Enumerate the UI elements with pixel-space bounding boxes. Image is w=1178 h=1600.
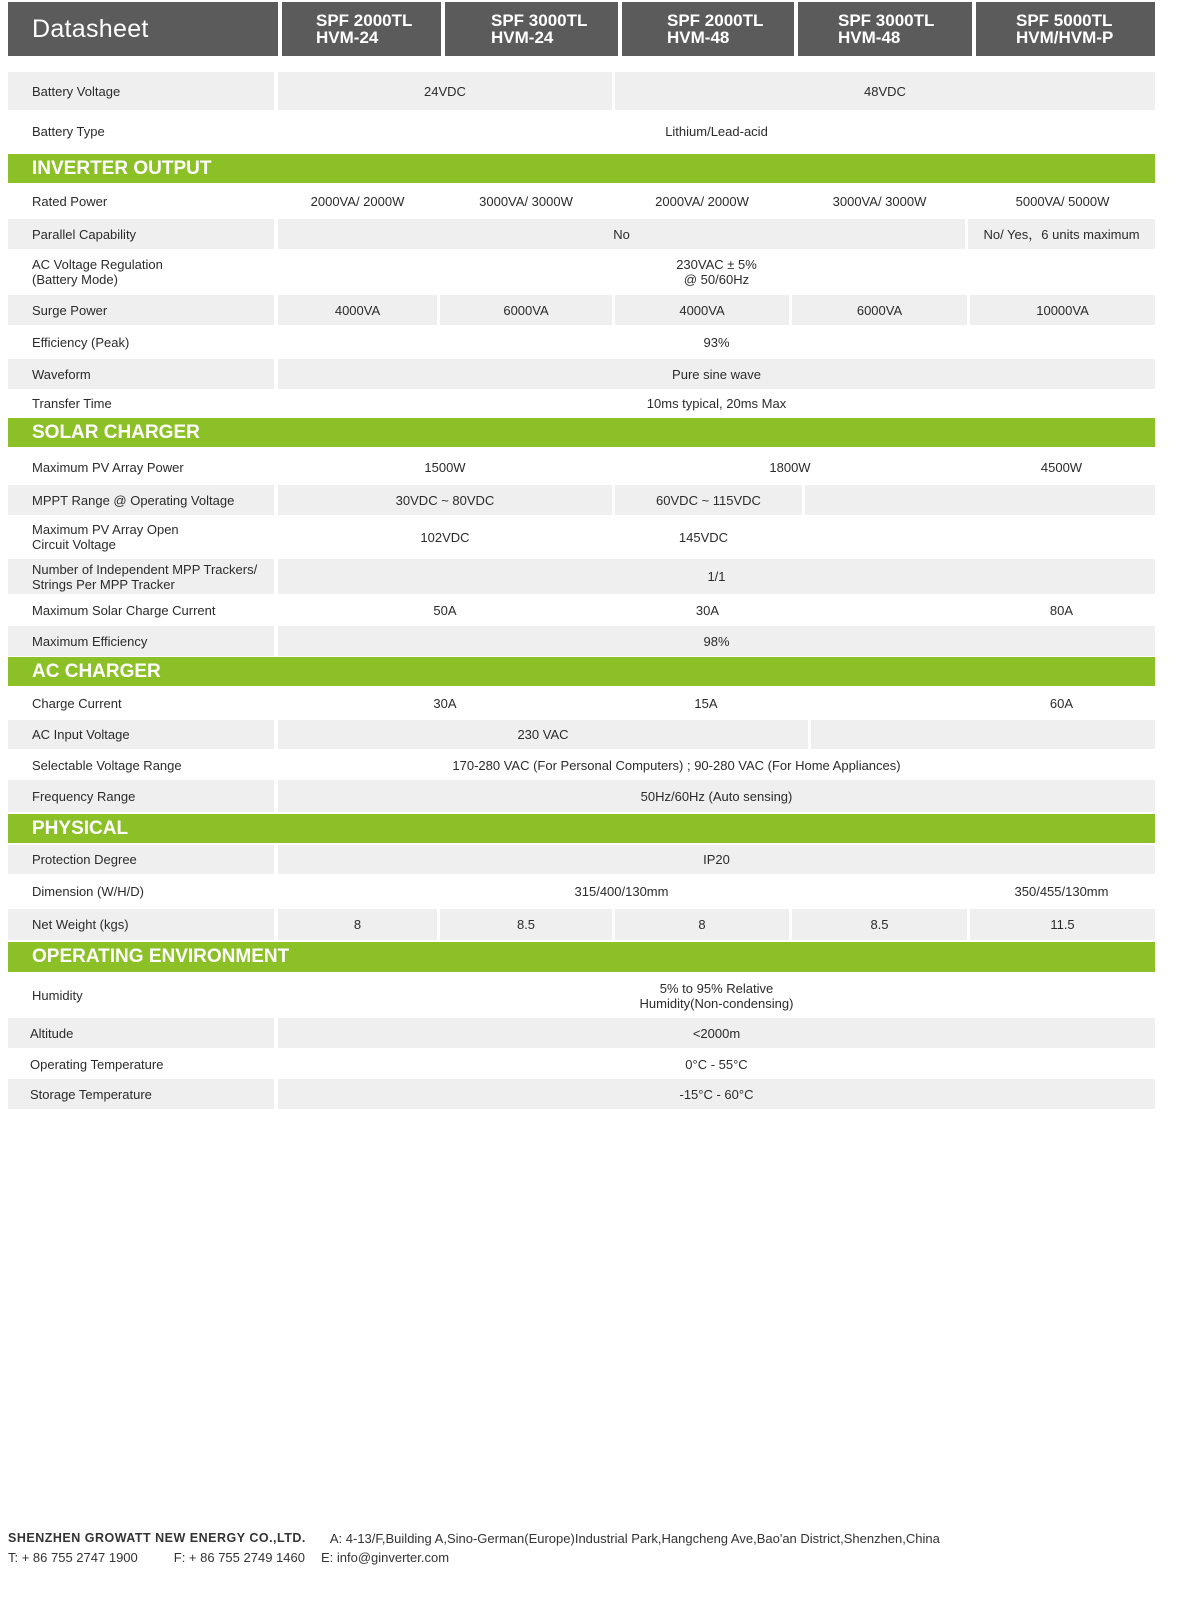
- value-cell: Lithium/Lead-acid: [665, 123, 768, 139]
- model-header-1: [282, 2, 445, 56]
- value-cell: 350/455/130mm: [1014, 884, 1109, 899]
- value-cell: 80A: [1049, 602, 1074, 618]
- section-ac-charger: AC CHARGER: [8, 657, 1155, 686]
- row-label: Selectable Voltage Range: [8, 751, 278, 779]
- value-cell: [278, 975, 1155, 1016]
- company-name: SHENZHEN GROWATT NEW ENERGY CO.,LTD.: [8, 1531, 306, 1545]
- datasheet-header: [8, 2, 1155, 56]
- row-dimension: [8, 876, 1155, 907]
- footer: [8, 1530, 940, 1566]
- model-name: SPF 3000TL: [838, 11, 935, 30]
- value-cell: 102VDC: [278, 517, 615, 557]
- row-label: Rated Power: [8, 186, 278, 217]
- row-label: Dimension (W/H/D): [8, 876, 278, 907]
- row-label: Frequency Range: [8, 780, 278, 812]
- row-transfer-time: [8, 390, 1155, 416]
- value-cell: 10ms typical, 20ms Max: [646, 395, 787, 411]
- value-cell: 3000VA/ 3000W: [440, 186, 615, 217]
- value-cell: 6000VA: [792, 295, 970, 325]
- row-label: MPPT Range @ Operating Voltage: [8, 485, 278, 515]
- row-label: Maximum PV Array Power: [8, 450, 278, 484]
- model-name: SPF 5000TL: [1016, 11, 1113, 30]
- row-label: Parallel Capability: [8, 219, 278, 249]
- section-operating-environment: OPERATING ENVIRONMENT: [8, 942, 1155, 972]
- telephone: T: + 86 755 2747 1900: [8, 1549, 138, 1565]
- value-cell: 2000VA/ 2000W: [615, 186, 792, 217]
- label-line: Maximum PV Array Open: [32, 522, 179, 537]
- value-cell: [278, 251, 1155, 293]
- row-humidity: [8, 975, 1155, 1016]
- value-cell: 93%: [703, 334, 730, 350]
- row-protection-degree: [8, 845, 1155, 874]
- label-line: AC Voltage Regulation: [32, 257, 163, 272]
- row-max-pv-open-circuit-voltage: [8, 517, 1155, 557]
- value-cell: [811, 720, 1155, 749]
- value-cell: 0°C - 55°C: [685, 1056, 748, 1072]
- value-cell: [795, 517, 1155, 557]
- row-max-solar-charge-current: [8, 596, 1155, 624]
- value-line: @ 50/60Hz: [683, 272, 750, 287]
- row-label: Altitude: [8, 1018, 278, 1048]
- row-storage-temperature: [8, 1079, 1155, 1109]
- value-cell: 170-280 VAC (For Personal Computers) ; 90-280 VAC (For Home Appliances): [452, 757, 901, 773]
- value-cell: Pure sine wave: [278, 359, 1155, 389]
- row-label: Net Weight (kgs): [8, 909, 278, 940]
- value-cell: No/ Yes，6 units maximum: [968, 219, 1155, 249]
- value-line: Humidity(Non-condensing): [639, 995, 794, 1011]
- row-label: Charge Current: [8, 689, 278, 718]
- value-cell: [803, 596, 968, 624]
- model-variant: HVM-24: [491, 28, 554, 47]
- email[interactable]: E: info@ginverter.com: [320, 1549, 450, 1565]
- row-ac-input-voltage: [8, 720, 1155, 749]
- row-mppt-range: [8, 485, 1155, 515]
- value-cell: 60A: [1049, 696, 1074, 711]
- value-cell: No: [278, 219, 968, 249]
- value-cell: -15°C - 60°C: [278, 1079, 1155, 1109]
- value-line: 230VAC ± 5%: [676, 257, 757, 272]
- value-cell: 1500W: [278, 450, 615, 484]
- row-label: [8, 251, 278, 293]
- value-cell: 315/400/130mm: [278, 876, 968, 907]
- section-physical: PHYSICAL: [8, 814, 1155, 843]
- value-cell: 98%: [278, 626, 1155, 656]
- value-cell: 4000VA: [615, 295, 792, 325]
- datasheet-title: Datasheet: [8, 2, 282, 56]
- model-name: SPF 2000TL: [667, 11, 764, 30]
- row-label: Maximum Efficiency: [8, 626, 278, 656]
- value-cell: 24VDC: [278, 72, 615, 110]
- model-variant: HVM-48: [838, 28, 901, 47]
- label-line: Number of Independent MPP Trackers/: [32, 561, 258, 577]
- value-cell: 3000VA/ 3000W: [792, 186, 970, 217]
- value-cell: [800, 689, 968, 718]
- value-cell: 5000VA/ 5000W: [1015, 194, 1110, 209]
- value-cell: 1/1: [278, 559, 1155, 594]
- row-label: Waveform: [8, 359, 278, 389]
- model-variant: HVM-24: [316, 28, 379, 47]
- model-name: SPF 3000TL: [491, 11, 588, 30]
- row-altitude: [8, 1018, 1155, 1048]
- fax: F: + 86 755 2749 1460: [173, 1549, 305, 1565]
- model-name: SPF 2000TL: [316, 11, 413, 30]
- value-cell: 145VDC: [615, 517, 795, 557]
- value-cell: 50Hz/60Hz (Auto sensing): [278, 780, 1155, 812]
- value-cell: <2000m: [278, 1018, 1155, 1048]
- row-battery-type: [8, 111, 1155, 151]
- value-cell: 8.5: [440, 909, 615, 940]
- value-line: 5% to 95% Relative: [659, 980, 774, 996]
- row-operating-temperature: [8, 1050, 1155, 1078]
- row-label: AC Input Voltage: [8, 720, 278, 749]
- row-label: Maximum Solar Charge Current: [8, 596, 278, 624]
- value-cell: 8.5: [792, 909, 970, 940]
- model-variant: HVM/HVM-P: [1016, 28, 1114, 47]
- row-efficiency-peak: [8, 327, 1155, 357]
- value-cell: 30A: [615, 596, 803, 624]
- value-cell: 4000VA: [278, 295, 440, 325]
- row-surge-power: [8, 295, 1155, 325]
- row-battery-voltage: [8, 72, 1155, 110]
- value-cell: 1800W: [615, 450, 968, 484]
- model-header-3: [622, 2, 798, 56]
- row-net-weight: [8, 909, 1155, 940]
- value-cell: 2000VA/ 2000W: [278, 186, 440, 217]
- row-label: [8, 517, 278, 557]
- row-label: Battery Type: [8, 111, 278, 151]
- value-cell: 6000VA: [440, 295, 615, 325]
- value-cell: 60VDC ~ 115VDC: [615, 485, 805, 515]
- section-solar-charger: SOLAR CHARGER: [8, 418, 1155, 447]
- row-waveform: [8, 359, 1155, 389]
- row-frequency-range: [8, 780, 1155, 812]
- company-address: A: 4-13/F,Building A,Sino-German(Europe)Industrial Park,Hangcheng Ave,Bao'an District,Shenzhen,China: [329, 1530, 940, 1546]
- model-variant: HVM-48: [667, 28, 730, 47]
- value-cell: 10000VA: [970, 295, 1155, 325]
- row-rated-power: [8, 186, 1155, 217]
- value-cell: 11.5: [970, 909, 1155, 940]
- row-selectable-voltage-range: [8, 751, 1155, 779]
- value-cell: [805, 485, 1155, 515]
- value-cell: 15A: [615, 689, 800, 718]
- row-label: Battery Voltage: [8, 72, 278, 110]
- value-cell: 4500W: [1040, 459, 1083, 475]
- value-cell: 30VDC ~ 80VDC: [278, 485, 615, 515]
- row-label: [8, 559, 278, 594]
- row-label: Humidity: [8, 975, 278, 1016]
- section-inverter-output: INVERTER OUTPUT: [8, 154, 1155, 183]
- row-mpp-trackers: [8, 559, 1155, 594]
- value-cell: 48VDC: [615, 72, 1155, 110]
- row-max-pv-array-power: [8, 450, 1155, 484]
- value-cell: 8: [615, 909, 792, 940]
- model-header-2: [445, 2, 622, 56]
- row-label: Operating Temperature: [8, 1050, 278, 1078]
- row-label: Efficiency (Peak): [8, 327, 278, 357]
- row-label: Protection Degree: [8, 845, 278, 874]
- value-cell: 30A: [278, 689, 615, 718]
- value-cell: 50A: [278, 596, 615, 624]
- row-label: Transfer Time: [8, 390, 278, 416]
- value-cell: 230 VAC: [278, 720, 811, 749]
- row-ac-voltage-regulation: [8, 251, 1155, 293]
- label-line: Circuit Voltage: [32, 537, 116, 552]
- row-charge-current: [8, 689, 1155, 718]
- row-parallel-capability: [8, 219, 1155, 249]
- model-header-4: [798, 2, 976, 56]
- model-header-5: [976, 2, 1155, 56]
- label-line: Strings Per MPP Tracker: [32, 576, 175, 592]
- value-cell: IP20: [278, 845, 1155, 874]
- value-cell: 8: [278, 909, 440, 940]
- label-line: (Battery Mode): [32, 272, 118, 287]
- row-label: Surge Power: [8, 295, 278, 325]
- row-label: Storage Temperature: [8, 1079, 278, 1109]
- row-max-efficiency: [8, 626, 1155, 656]
